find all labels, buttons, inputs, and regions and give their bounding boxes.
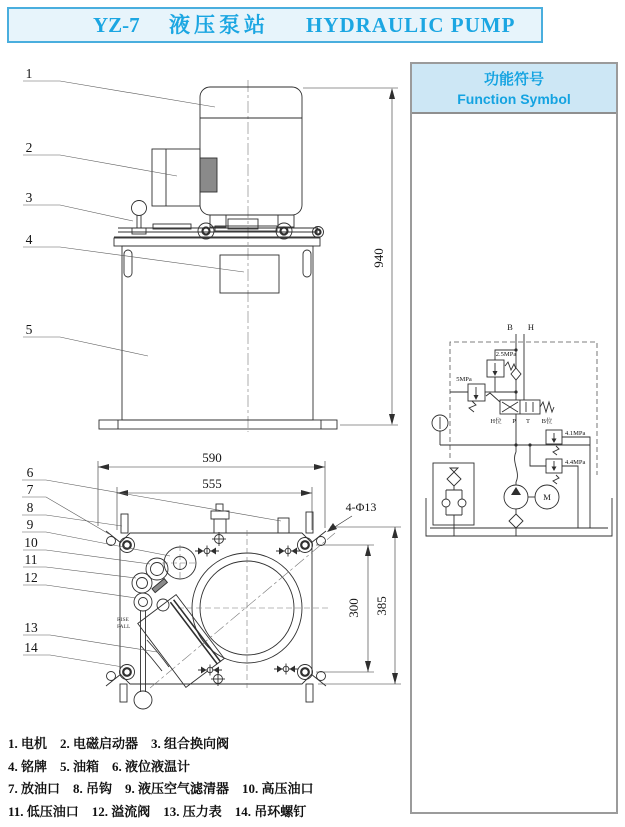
product-name-en: HYDRAULIC PUMP: [306, 13, 516, 37]
pressure-5-label: 5MPa: [456, 376, 472, 383]
callout-3: 3: [25, 190, 33, 205]
pressure-4-4-label: 4.4MPa: [565, 459, 586, 466]
oil-tank: [122, 246, 313, 420]
nameplate: [220, 255, 279, 293]
legend-row-3: 7. 放油口 8. 吊钩 9. 液压空气滤清器 10. 高压油口: [8, 781, 314, 796]
legend-row-1: 1. 电机 2. 电磁启动器 3. 组合换向阀: [8, 736, 230, 751]
pressure-gauge-symbol: [432, 415, 448, 445]
tank-top-plate: [114, 219, 324, 246]
panel-title-en: Function Symbol: [457, 91, 571, 107]
dim-holes-label: 4-Φ13: [345, 500, 377, 514]
callout-5: 5: [25, 322, 33, 337]
dim-590-label: 590: [202, 450, 222, 465]
system-boundary: [450, 342, 597, 475]
port-b-label: B: [507, 322, 513, 332]
dimension-holes: [327, 516, 352, 532]
front-callout-leaders: [23, 81, 244, 356]
air-filter: [162, 545, 198, 581]
callout-12: 12: [24, 570, 38, 585]
suction-filter: [509, 509, 523, 536]
low-pressure-port: [132, 573, 152, 593]
dim-940-label: 940: [371, 248, 386, 268]
handle-fall-label: FALL: [117, 624, 131, 630]
motor-m-label: M: [543, 492, 551, 502]
dim-555-label: 555: [202, 476, 222, 491]
callout-13: 13: [24, 620, 38, 635]
relief-valve-4-4mpa: [530, 445, 578, 528]
hatched-key: [152, 579, 167, 593]
pump-symbol: [504, 485, 535, 509]
coupling-housing: [200, 158, 217, 192]
hook-right: [303, 250, 311, 277]
panel-title-cn: 功能符号: [483, 72, 544, 88]
top-view-drawing: [22, 450, 401, 709]
pipes-and-hooks: [120, 504, 313, 702]
top-callout-leaders: [22, 480, 281, 667]
callout-4: 4: [25, 232, 33, 247]
callout-2: 2: [25, 140, 33, 155]
product-name-cn: 液压泵站: [169, 13, 269, 37]
pos-b-label: B位: [541, 418, 553, 425]
pressure-4-1-label: 4.1MPa: [565, 430, 586, 437]
pos-h-label: H位: [490, 418, 502, 425]
callout-14: 14: [24, 640, 38, 655]
eye-bolts: [120, 538, 313, 680]
valve-handle: [132, 201, 147, 235]
motor-body: [200, 87, 302, 215]
hook-left: [124, 250, 132, 277]
handle-rise-label: RISE: [117, 617, 129, 623]
check-valve: [511, 368, 521, 380]
callout-9: 9: [26, 517, 34, 532]
relief-valve-5mpa: [450, 384, 495, 412]
callout-10: 10: [24, 535, 38, 550]
motor-top-view: [150, 530, 335, 688]
callout-8: 8: [26, 500, 34, 515]
pressure-2-5-label: 2.5MPa: [495, 351, 517, 358]
dimension-width: [98, 461, 325, 530]
callout-11: 11: [24, 552, 38, 567]
callout-7: 7: [26, 482, 34, 497]
port-t-label: T: [526, 418, 530, 425]
front-view-drawing: [23, 66, 398, 432]
directional-valve: [486, 393, 554, 414]
legend-row-2: 4. 铭牌 5. 油箱 6. 液位液温计: [8, 758, 191, 774]
level-gauge-assembly: [433, 463, 474, 536]
legend-row-4: 11. 低压油口 12. 溢流阀 13. 压力表 14. 吊环螺钉: [8, 803, 307, 819]
dim-300-label: 300: [346, 598, 361, 618]
callout-6: 6: [26, 465, 34, 480]
base-plate: [99, 420, 337, 429]
dim-385-label: 385: [374, 596, 389, 616]
parts-legend: [8, 733, 314, 823]
port-p-label: P: [512, 418, 516, 425]
pump-block-top-view: [138, 595, 224, 688]
product-model: YZ-7: [93, 13, 140, 37]
port-h-label: H: [527, 322, 535, 332]
starter-box: [152, 149, 200, 206]
title-bar: [7, 7, 543, 43]
circuit-diagram: [426, 322, 612, 536]
callout-1: 1: [25, 66, 33, 81]
